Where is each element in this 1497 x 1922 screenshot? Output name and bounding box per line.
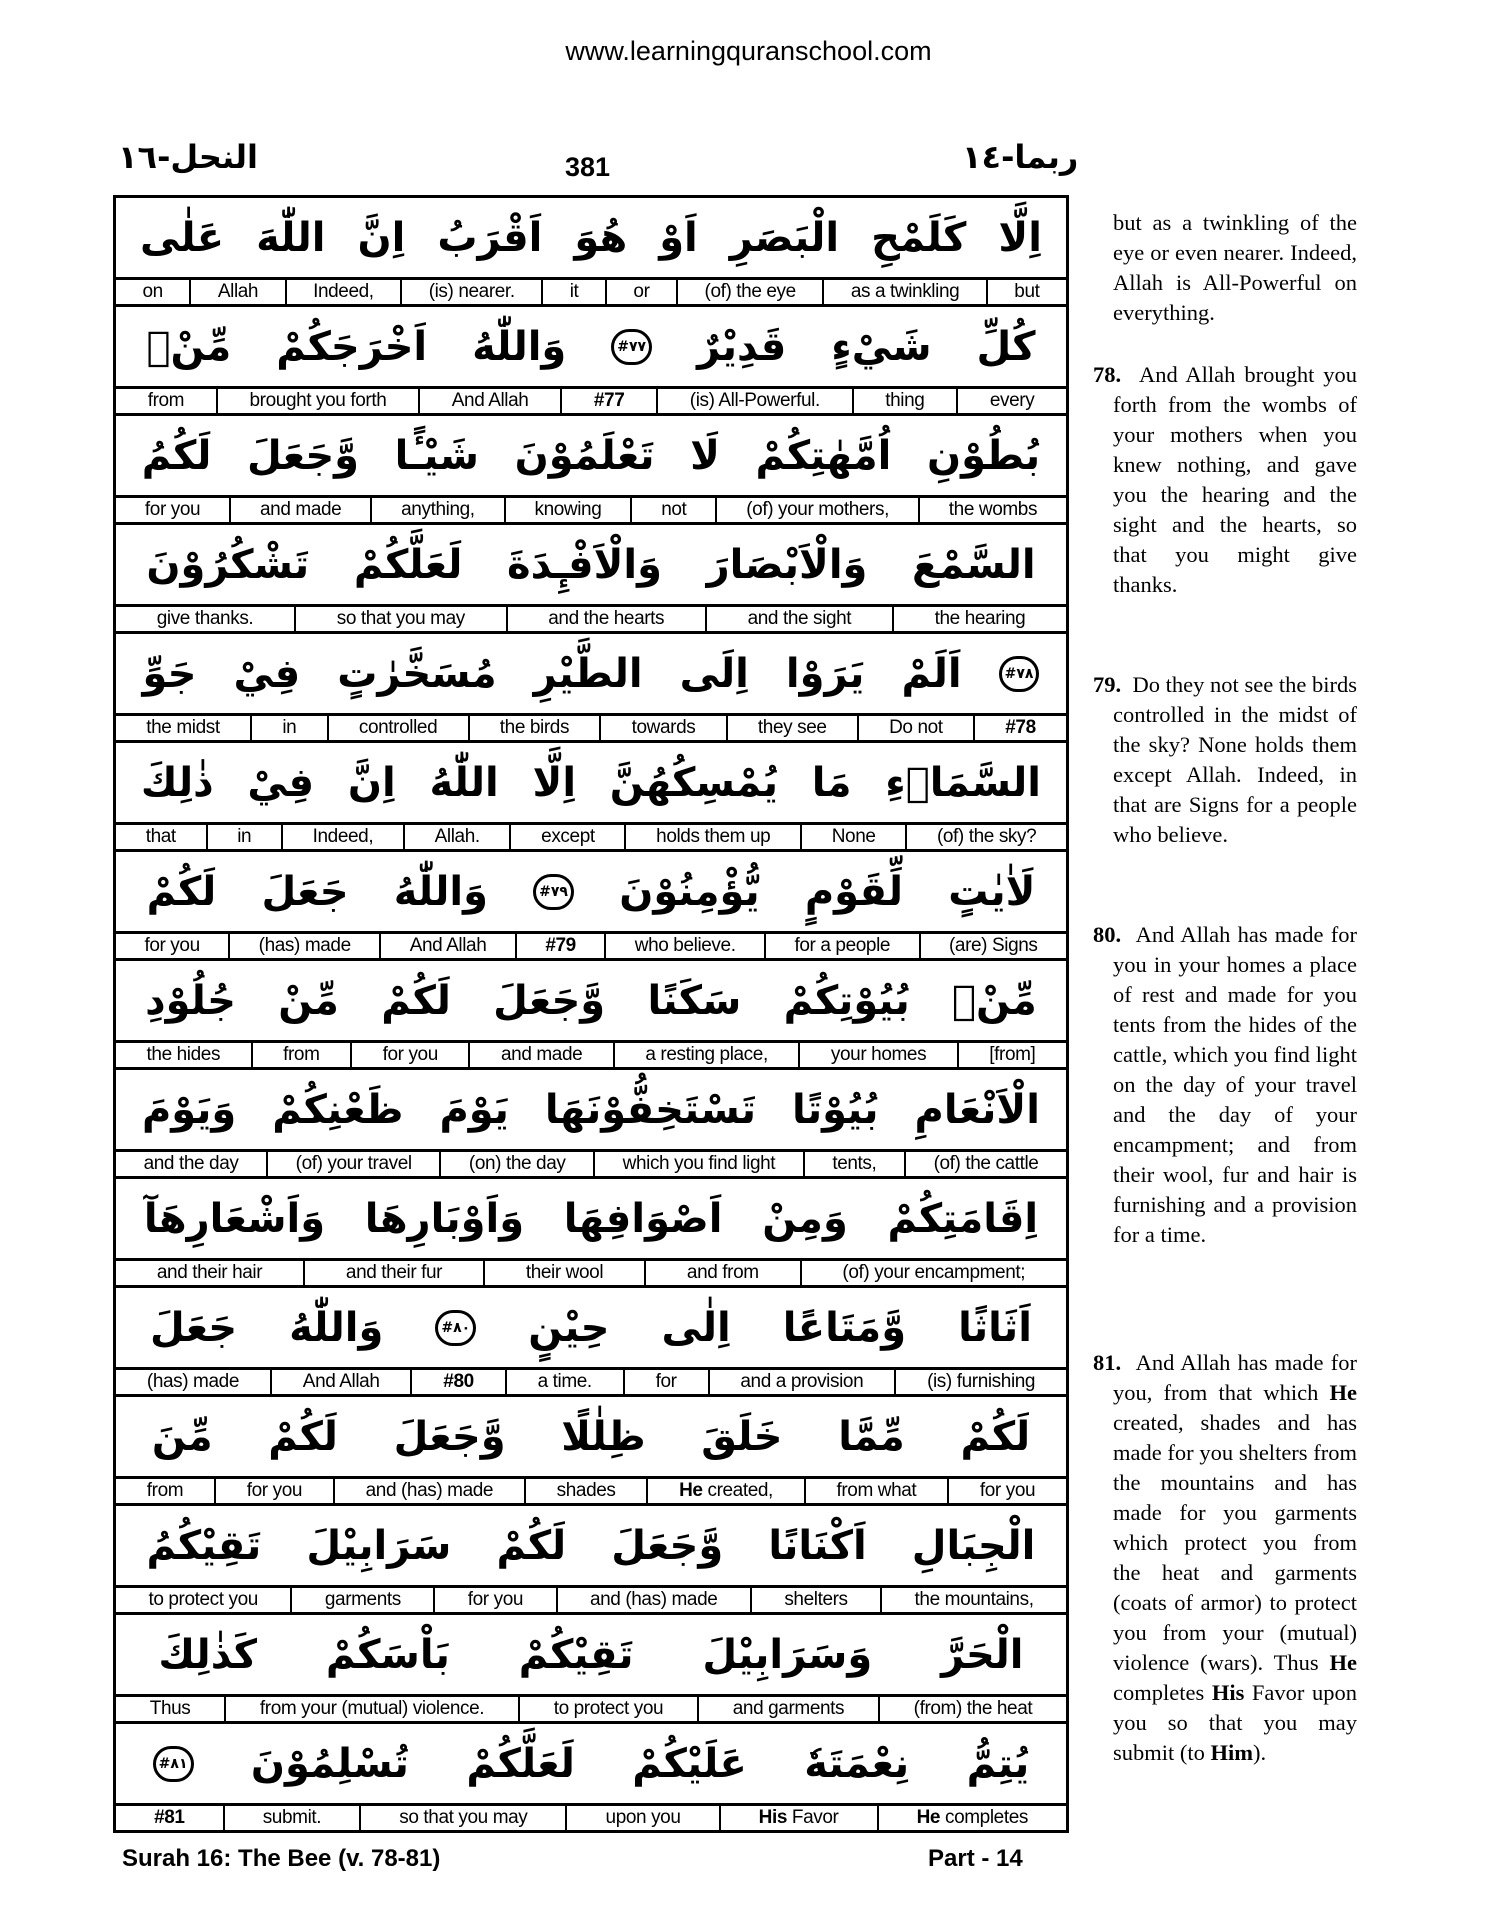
verse-line (116, 743, 1066, 852)
arabic-word: السَّمَاۤءِ (885, 759, 1042, 806)
arabic-word: اِلٰى (661, 1304, 731, 1351)
gloss-cell: (are) Signs (919, 934, 1066, 958)
arabic-word: لَكُمُ (141, 432, 212, 479)
verse-number: 80. (1093, 922, 1136, 947)
arabic-word: الْبَصَرِ (729, 214, 840, 261)
gloss-cell: from (146, 1480, 184, 1501)
gloss-cell: from your (mutual) violence. (224, 1697, 518, 1721)
translation-paragraph: but as a twinkling of the eye or even nearer. Indeed, Allah is All-Powerful on everything. (1113, 210, 1357, 325)
gloss-cell: but (986, 280, 1066, 304)
arabic-word: تَقِيْكُمْ (518, 1631, 634, 1678)
arabic-word: وَّجَعَلَ (493, 977, 606, 1024)
gloss-cell: and (has) made (556, 1588, 750, 1612)
translation-paragraph: 78. And Allah brought you forth from the wombs of your mothers when you knew nothing, and gave you the hearing and the sight and the hearts, so that you might give thanks. (1093, 362, 1357, 597)
gloss-cell: to protect you (148, 1589, 258, 1610)
gloss-cell: from (147, 390, 185, 411)
gloss-cell: in (250, 716, 327, 740)
gloss-cell: anything, (370, 498, 503, 522)
arabic-word: اَكْنَانًا (768, 1522, 867, 1569)
ayah-number-cell: #77 (560, 389, 656, 413)
arabic-word: جَعَلَ (261, 868, 349, 915)
arabic-word: شَيْـًٔا (394, 432, 479, 479)
gloss-cell: and (has) made (333, 1479, 524, 1503)
gloss-cell: He created, (646, 1479, 803, 1503)
juz-header-arabic: ربما-١٤ (962, 138, 1079, 176)
arabic-word: اَلَمْ (901, 650, 962, 697)
translation-row (116, 1261, 1066, 1285)
arabic-row (116, 307, 1066, 389)
surah-header-arabic: النحل-١٦ (118, 138, 259, 176)
gloss-cell: every (956, 389, 1066, 413)
gloss-cell: and their fur (303, 1261, 483, 1285)
gloss-cell: and from (644, 1261, 800, 1285)
gloss-cell: for you (144, 499, 201, 520)
arabic-word: وَّجَعَلَ (611, 1522, 724, 1569)
arabic-word: وَاللّٰهُ (289, 1304, 384, 1351)
arabic-word: مِّنَ (151, 1413, 213, 1460)
arabic-row (116, 961, 1066, 1043)
arabic-word: مُسَخَّرٰتٍ (337, 650, 497, 697)
arabic-word: خَلَقَ (701, 1413, 783, 1460)
arabic-word: وَالْاَفْـِٕدَةَ (507, 541, 662, 588)
gloss-bold: He (916, 1807, 941, 1828)
gloss-cell: except (509, 825, 624, 849)
gloss-cell: (of) the sky? (905, 825, 1066, 849)
translation-row (116, 498, 1066, 522)
gloss-bold: His (758, 1807, 788, 1828)
arabic-word: الْحَرَّ (941, 1631, 1024, 1678)
gloss-cell: the hearing (892, 607, 1066, 631)
gloss-cell: the wombs (918, 498, 1066, 522)
arabic-word: فِيْ (247, 759, 315, 806)
arabic-word: كَذٰلِكَ (158, 1631, 258, 1678)
ayah-number-cell: #78 (973, 716, 1066, 740)
arabic-word: بُيُوْتِكُمْ (783, 977, 910, 1024)
arabic-word: اَخْرَجَكُمْ (276, 323, 428, 370)
gloss-cell: for you (350, 1043, 468, 1067)
arabic-word: وَالْاَبْصَارَ (706, 541, 868, 588)
translation-row (116, 934, 1066, 958)
arabic-word: يُمْسِكُهُنَّ (609, 759, 778, 806)
verse-number: 79. (1093, 672, 1133, 697)
arabic-word: مِّنْۢ (146, 323, 232, 370)
arabic-row (116, 416, 1066, 498)
arabic-word: وَّمَتَاعًا (782, 1304, 907, 1351)
arabic-word: اَصْوَافِهَا (563, 1195, 723, 1242)
gloss-cell: the hides (146, 1044, 221, 1065)
arabic-word: اَثَاثًا (958, 1304, 1032, 1351)
arabic-word: سَرَابِيْلَ (306, 1522, 452, 1569)
arabic-word: يَرَوْا (785, 650, 865, 697)
gloss-cell: He completes (877, 1806, 1067, 1830)
verse-line (116, 1397, 1066, 1506)
arabic-word: مِّمَّا (838, 1413, 905, 1460)
arabic-row (116, 852, 1066, 934)
arabic-word: وَاللّٰهُ (472, 323, 567, 370)
gloss-cell: Do not (857, 716, 973, 740)
gloss-cell: the midst (146, 717, 220, 738)
gloss-cell: or (605, 280, 676, 304)
verse-line (116, 634, 1066, 743)
gloss-cell: controlled (327, 716, 468, 740)
arabic-row (116, 198, 1066, 280)
gloss-cell: Indeed, (281, 825, 403, 849)
arabic-word: جَعَلَ (150, 1304, 238, 1351)
gloss-cell: (is) All-Powerful. (656, 389, 851, 413)
arabic-word: لَا (690, 432, 720, 479)
translation-row (116, 825, 1066, 849)
arabic-row (116, 743, 1066, 825)
arabic-word: لَكُمْ (146, 868, 217, 915)
gloss-cell: for you (433, 1588, 555, 1612)
gloss-cell: His Favor (719, 1806, 877, 1830)
word-by-word-table (113, 195, 1069, 1833)
verse-line (116, 307, 1066, 416)
verse-line (116, 416, 1066, 525)
arabic-word: بُطُوْنِ (926, 432, 1041, 479)
gloss-cell: Allah. (403, 825, 510, 849)
ayah-number-cell: #81 (154, 1807, 185, 1828)
arabic-word: ذٰلِكَ (140, 759, 214, 806)
arabic-row (116, 1179, 1066, 1261)
gloss-cell: your homes (798, 1043, 956, 1067)
ayah-number-marker: #٨٠ (435, 1310, 476, 1346)
gloss-cell: (from) the heat (878, 1697, 1066, 1721)
verse-line (116, 1070, 1066, 1179)
verse-line (116, 961, 1066, 1070)
translation-paragraph: 81. And Allah has made for you, from that which He created, shades and has made for you shelters from the mountains and has made for you garments which protect you from the heat and garments (coats of armor) to protect you from your (mutual) violence (wars). Thus He completes His Favor upon you so that you may submit (to Him). (1093, 1350, 1358, 1765)
arabic-word: وَسَرَابِيْلَ (702, 1631, 873, 1678)
arabic-row (116, 1724, 1066, 1806)
gloss-cell: (is) nearer. (400, 280, 541, 304)
arabic-word: اِلَّا (532, 759, 577, 806)
arabic-word: لَكُمْ (496, 1522, 567, 1569)
verse-line (116, 852, 1066, 961)
verse-line (116, 1615, 1066, 1724)
arabic-word: اللّٰهَ (256, 214, 326, 261)
arabic-word: سَكَنًا (647, 977, 742, 1024)
gloss-cell: for a people (764, 934, 918, 958)
gloss-cell: And Allah (379, 934, 515, 958)
gloss-cell: it (541, 280, 605, 304)
arabic-word: وَاَشْعَارِهَآ (143, 1195, 326, 1242)
ayah-number-cell: #80 (410, 1370, 504, 1394)
gloss-cell: as a twinkling (822, 280, 985, 304)
gloss-cell: the birds (468, 716, 600, 740)
gloss-cell: (on) the day (439, 1152, 593, 1176)
footer-part: Part - 14 (928, 1845, 1023, 1872)
gloss-cell: shelters (750, 1588, 880, 1612)
arabic-word: كُلِّ (976, 323, 1036, 370)
arabic-word: تَقِيْكُمُ (146, 1522, 262, 1569)
arabic-row (116, 1397, 1066, 1479)
arabic-word: الْاَنْعَامِ (914, 1086, 1040, 1133)
arabic-word: مَا (811, 759, 852, 806)
gloss-cell: from (251, 1043, 350, 1067)
arabic-word: جُلُوْدِ (145, 977, 236, 1024)
arabic-word: لَكُمْ (960, 1413, 1031, 1460)
gloss-cell: (of) the cattle (904, 1152, 1066, 1176)
arabic-row (116, 1615, 1066, 1697)
gloss-cell: Allah (189, 280, 284, 304)
translation-row (116, 1806, 1066, 1830)
gloss-cell: upon you (565, 1806, 718, 1830)
ayah-number-marker: #٧٩ (533, 874, 574, 910)
verse-line (116, 1506, 1066, 1615)
arabic-word: وَّجَعَلَ (247, 432, 360, 479)
arabic-word: السَّمْعَ (912, 541, 1036, 588)
arabic-word: اِنَّ (347, 759, 396, 806)
translation-row (116, 280, 1066, 304)
emphasis: His (1211, 1680, 1245, 1705)
gloss-bold: He (679, 1480, 703, 1501)
arabic-row (116, 525, 1066, 607)
emphasis: Him (1210, 1740, 1254, 1765)
translation-row (116, 1479, 1066, 1503)
gloss-cell: Thus (149, 1698, 191, 1719)
footer-surah: Surah 16: The Bee (v. 78-81) (122, 1845, 441, 1872)
arabic-word: بُيُوْتًا (792, 1086, 879, 1133)
gloss-cell: the mountains, (880, 1588, 1066, 1612)
arabic-word: لَاٰيٰتٍ (948, 868, 1036, 915)
gloss-cell: knowing (504, 498, 631, 522)
arabic-word: فِيْ (233, 650, 301, 697)
gloss-cell: for you (947, 1479, 1066, 1503)
arabic-word: هُوَ (574, 214, 628, 261)
arabic-word: يَوْمَ (439, 1086, 509, 1133)
gloss-cell: for you (214, 1479, 333, 1503)
arabic-word: يُّؤْمِنُوْنَ (619, 868, 760, 915)
gloss-cell: on (142, 281, 163, 302)
gloss-cell: (of) the eye (676, 280, 822, 304)
gloss-cell: who believe. (604, 934, 764, 958)
gloss-cell: and the sight (705, 607, 892, 631)
emphasis: He (1329, 1650, 1357, 1675)
verse-line (116, 1179, 1066, 1288)
gloss-cell: (of) your travel (266, 1152, 439, 1176)
arabic-word: جَوِّ (142, 650, 197, 697)
arabic-word: وَاللّٰهُ (393, 868, 488, 915)
gloss-cell: [from] (957, 1043, 1066, 1067)
ayah-number-marker: #٨١ (153, 1746, 194, 1782)
arabic-word: وَيَوْمَ (141, 1086, 237, 1133)
arabic-word: عَلٰى (140, 214, 225, 261)
gloss-cell: give thanks. (156, 608, 254, 629)
verse-line (116, 525, 1066, 634)
gloss-cell: (of) your mothers, (715, 498, 918, 522)
gloss-cell: brought you forth (216, 389, 418, 413)
arabic-word: لِّقَوْمٍ (804, 868, 904, 915)
arabic-word: لَكُمْ (268, 1413, 338, 1460)
arabic-word: بَاْسَكُمْ (325, 1631, 450, 1678)
gloss-cell: that (145, 826, 176, 847)
gloss-cell: for (623, 1370, 708, 1394)
arabic-word: اَقْرَبُ (437, 214, 543, 261)
gloss-cell: a time. (505, 1370, 623, 1394)
gloss-cell: shades (524, 1479, 646, 1503)
translation-row (116, 1370, 1066, 1394)
verse-number: 78. (1093, 362, 1139, 387)
gloss-cell: (has) made (146, 1371, 239, 1392)
arabic-word: لَكُمْ (381, 977, 451, 1024)
gloss-cell: And Allah (418, 389, 560, 413)
gloss-cell: not (630, 498, 715, 522)
emphasis: He (1329, 1380, 1357, 1405)
arabic-word: نِعْمَتَهٗ (804, 1740, 910, 1787)
ayah-number-marker: #٧٨ (999, 656, 1040, 692)
gloss-cell: and garments (697, 1697, 878, 1721)
arabic-word: اِنَّ (357, 214, 406, 261)
translation-row (116, 1697, 1066, 1721)
translation-row (116, 1588, 1066, 1612)
arabic-word: شَيْءٍ (831, 323, 932, 370)
gloss-cell: (of) your encampment; (800, 1261, 1066, 1285)
arabic-row (116, 634, 1066, 716)
arabic-row (116, 1288, 1066, 1370)
verse-line (116, 1724, 1066, 1830)
site-url: www.learningquranschool.com (565, 36, 932, 66)
page-number: 381 (565, 152, 611, 182)
arabic-word: يُتِمُّ (966, 1740, 1030, 1787)
gloss-cell: and the day (143, 1153, 239, 1174)
arabic-word: لَعَلَّكُمْ (353, 541, 463, 588)
arabic-row (116, 1506, 1066, 1588)
ayah-number-cell: #79 (515, 934, 604, 958)
arabic-word: اِلَى (679, 650, 749, 697)
arabic-word: الطَّيْرِ (533, 650, 643, 697)
ayah-number-marker: #٧٧ (611, 329, 652, 365)
gloss-cell: and made (229, 498, 370, 522)
arabic-word: كَلَمْحِ (871, 214, 967, 261)
gloss-cell: thing (852, 389, 957, 413)
gloss-cell: for you (144, 935, 200, 956)
translation-paragraph: 80. And Allah has made for you in your homes a place of rest and made for you tents from the hides of the cattle, which you find light on the day of your travel and the day of your encampment; and from their wool, fur and hair is furnishing and a provision for a time. (1093, 922, 1358, 1247)
arabic-word: مِّنْ (278, 977, 339, 1024)
gloss-cell: their wool (483, 1261, 644, 1285)
translation-row (116, 1043, 1066, 1067)
arabic-word: اللّٰهُ (429, 759, 499, 806)
arabic-word: وَمِنْ (762, 1195, 848, 1242)
arabic-word: وَّجَعَلَ (393, 1413, 506, 1460)
arabic-word: مِّنْۢ (952, 977, 1037, 1024)
gloss-cell: to protect you (518, 1697, 697, 1721)
translation-row (116, 1152, 1066, 1176)
arabic-word: تَعْلَمُوْنَ (514, 432, 655, 479)
arabic-row (116, 1070, 1066, 1152)
arabic-word: تَشْكُرُوْنَ (146, 541, 310, 588)
gloss-cell: and made (468, 1043, 612, 1067)
gloss-cell: tents, (803, 1152, 904, 1176)
gloss-cell: (has) made (228, 934, 379, 958)
arabic-word: قَدِيْرٌ (697, 323, 787, 370)
arabic-word: الْجِبَالِ (911, 1522, 1036, 1569)
gloss-cell: so that you may (359, 1806, 565, 1830)
arabic-word: اِلَّا (998, 214, 1042, 261)
arabic-word: لَعَلَّكُمْ (466, 1740, 575, 1787)
arabic-word: عَلَيْكُمْ (632, 1740, 747, 1787)
gloss-cell: And Allah (270, 1370, 410, 1394)
arabic-word: اُمَّهٰتِكُمْ (755, 432, 892, 479)
translation-row (116, 716, 1066, 740)
gloss-cell: which you find light (593, 1152, 803, 1176)
translation-row (116, 607, 1066, 631)
translation-row (116, 389, 1066, 413)
gloss-cell: garments (290, 1588, 433, 1612)
gloss-cell: Indeed, (285, 280, 401, 304)
translation-paragraph: 79. Do they not see the birds controlled in the midst of the sky? None holds them except Allah. Indeed, in that are Signs for a people who believe. (1093, 672, 1357, 847)
gloss-cell: None (800, 825, 905, 849)
gloss-cell: holds them up (624, 825, 800, 849)
gloss-cell: and a provision (708, 1370, 895, 1394)
arabic-word: تَسْتَخِفُّوْنَهَا (544, 1086, 757, 1133)
arabic-word: تُسْلِمُوْنَ (250, 1740, 409, 1787)
gloss-cell: in (206, 825, 281, 849)
arabic-word: اِقَامَتِكُمْ (887, 1195, 1039, 1242)
verse-number: 81. (1093, 1350, 1136, 1375)
gloss-cell: and the hearts (506, 607, 705, 631)
arabic-word: وَاَوْبَارِهَا (364, 1195, 525, 1242)
gloss-cell: they see (726, 716, 857, 740)
gloss-cell: towards (599, 716, 725, 740)
verse-line (116, 1288, 1066, 1397)
arabic-word: ظَعْنِكُمْ (272, 1086, 404, 1133)
arabic-word: اَوْ (659, 214, 698, 261)
gloss-cell: so that you may (294, 607, 506, 631)
gloss-cell: and their hair (156, 1262, 263, 1283)
gloss-cell: a resting place, (613, 1043, 799, 1067)
gloss-cell: (is) furnishing (894, 1370, 1066, 1394)
arabic-word: حِيْنٍ (528, 1304, 610, 1351)
gloss-cell: submit. (223, 1806, 360, 1830)
gloss-cell: from what (804, 1479, 947, 1503)
verse-line (116, 198, 1066, 307)
arabic-word: ظِلٰلًا (561, 1413, 646, 1460)
